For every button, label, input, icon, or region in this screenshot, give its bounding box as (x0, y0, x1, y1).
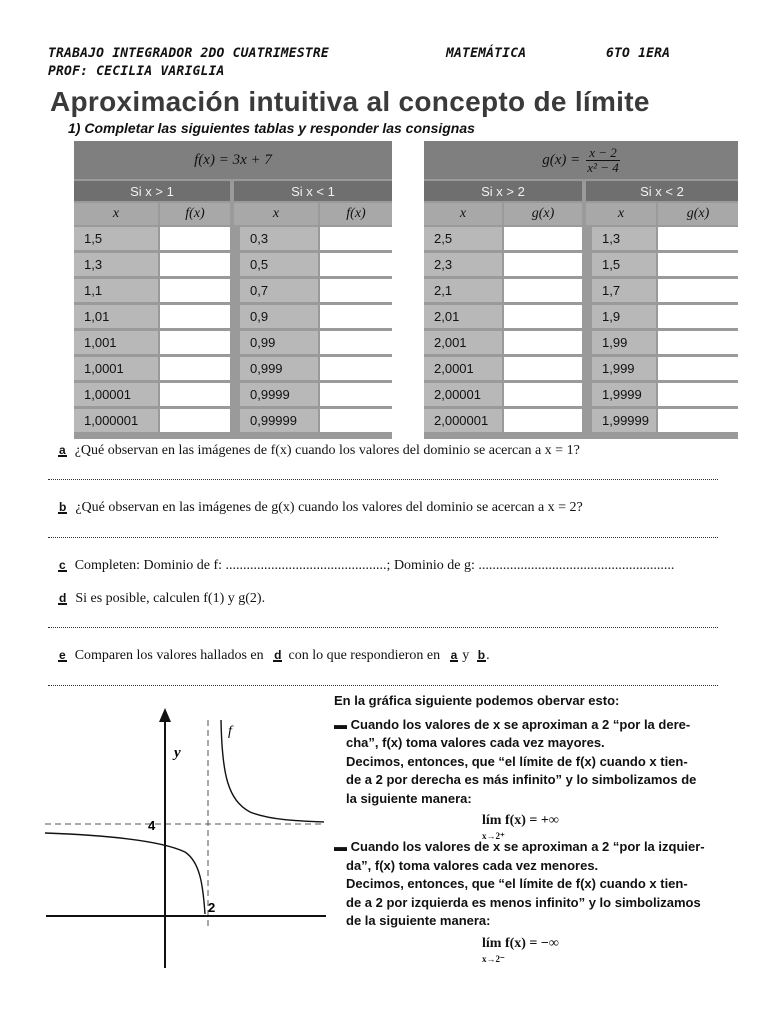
table-cell-x: 0,7 (240, 279, 318, 302)
question-d: d Si es posible, calculen f(1) y g(2). (59, 591, 266, 606)
table-g-left-label: Si x < 2 (586, 181, 738, 201)
page-title: Aproximación intuitiva al concepto de límite (50, 86, 650, 117)
table-cell-answer[interactable] (504, 253, 582, 276)
curve-label: f (228, 724, 232, 739)
answer-line-e[interactable] (48, 685, 718, 686)
table-cell-x: 1,3 (74, 253, 158, 276)
table-cell-answer[interactable] (658, 383, 738, 406)
table-cell-answer[interactable] (160, 253, 230, 276)
table-cell-x: 2,0001 (424, 357, 502, 380)
limit-2: lím f(x) = −∞ x→2⁻ (482, 935, 559, 964)
table-cell-answer[interactable] (320, 383, 392, 406)
table-cell-x: 2,1 (424, 279, 502, 302)
table-cell-answer[interactable] (504, 305, 582, 328)
table-cell-answer[interactable] (160, 305, 230, 328)
table-cell-x: 1,99999 (592, 409, 656, 432)
table-cell-x: 1,99 (592, 331, 656, 354)
table-cell-x: 2,3 (424, 253, 502, 276)
table-cell-answer[interactable] (504, 227, 582, 250)
table-f-col-x-left: x (234, 203, 318, 225)
table-cell-answer[interactable] (658, 409, 738, 432)
table-cell-x: 1,999 (592, 357, 656, 380)
table-cell-x: 1,7 (592, 279, 656, 302)
table-cell-x: 1,1 (74, 279, 158, 302)
table-f-col-x: x (74, 203, 158, 225)
answer-line-d[interactable] (48, 627, 718, 628)
header-teacher: PROF: CECILIA VARIGLIA (48, 64, 225, 79)
table-cell-answer[interactable] (160, 227, 230, 250)
table-cell-x: 2,00001 (424, 383, 502, 406)
table-cell-answer[interactable] (320, 253, 392, 276)
explanation (334, 692, 729, 964)
table-cell-answer[interactable] (504, 331, 582, 354)
table-g-col-gx-left: g(x) (658, 203, 738, 225)
table-cell-x: 0,3 (240, 227, 318, 250)
table-cell-x: 0,9999 (240, 383, 318, 406)
table-cell-x: 1,9 (592, 305, 656, 328)
table-cell-answer[interactable] (504, 383, 582, 406)
table-cell-x: 1,01 (74, 305, 158, 328)
instruction: 1) Completar las siguientes tablas y responder las consignas (68, 120, 475, 136)
table-cell-answer[interactable] (320, 357, 392, 380)
table-cell-x: 1,5 (74, 227, 158, 250)
answer-line-a[interactable] (48, 479, 718, 480)
table-g-col-gx: g(x) (504, 203, 582, 225)
answer-line-b[interactable] (48, 537, 718, 538)
table-f (74, 141, 392, 439)
table-cell-answer[interactable] (658, 253, 738, 276)
table-g-numerator: x − 2 (586, 146, 620, 161)
x-tick-2: 2 (208, 900, 216, 915)
table-cell-answer[interactable] (504, 279, 582, 302)
question-e: e Comparen los valores hallados en d con lo que respondieron en a y b. (59, 648, 490, 663)
table-cell-answer[interactable] (160, 409, 230, 432)
table-cell-x: 1,3 (592, 227, 656, 250)
table-cell-answer[interactable] (658, 305, 738, 328)
table-cell-answer[interactable] (160, 279, 230, 302)
table-f-left-label: Si x < 1 (234, 181, 392, 201)
table-cell-x: 0,5 (240, 253, 318, 276)
curve-left-branch (45, 833, 205, 914)
table-cell-answer[interactable] (320, 279, 392, 302)
table-cell-x: 0,999 (240, 357, 318, 380)
y-axis-label: y (174, 745, 181, 761)
table-cell-answer[interactable] (160, 357, 230, 380)
table-cell-x: 1,001 (74, 331, 158, 354)
question-a: a ¿Qué observan en las imágenes de f(x) cuando los valores del dominio se acercan a x = 1? (59, 443, 580, 458)
table-cell-answer[interactable] (160, 383, 230, 406)
table-g-right-label: Si x > 2 (424, 181, 582, 201)
table-cell-x: 2,01 (424, 305, 502, 328)
explanation-intro: En la gráfica siguiente podemos obervar esto: (334, 693, 620, 708)
table-g-col-x-left: x (586, 203, 656, 225)
table-cell-x: 0,9 (240, 305, 318, 328)
table-cell-x: 1,9999 (592, 383, 656, 406)
table-cell-x: 1,00001 (74, 383, 158, 406)
question-b: b ¿Qué observan en las imágenes de g(x) cuando los valores del dominio se acercan a x = 2? (59, 500, 583, 515)
table-cell-x: 0,99999 (240, 409, 318, 432)
table-cell-answer[interactable] (504, 357, 582, 380)
table-f-col-fx-left: f(x) (320, 203, 392, 225)
table-cell-x: 1,000001 (74, 409, 158, 432)
table-cell-x: 1,5 (592, 253, 656, 276)
table-cell-answer[interactable] (320, 409, 392, 432)
table-cell-answer[interactable] (658, 357, 738, 380)
header-title: TRABAJO INTEGRADOR 2DO CUATRIMESTRE (48, 46, 329, 61)
table-cell-answer[interactable] (320, 331, 392, 354)
table-cell-answer[interactable] (320, 305, 392, 328)
table-cell-x: 2,001 (424, 331, 502, 354)
table-cell-answer[interactable] (658, 227, 738, 250)
limit-graph (40, 700, 330, 980)
table-f-function: f(x) = 3x + 7 (74, 141, 392, 179)
table-g (424, 141, 738, 439)
table-f-right-label: Si x > 1 (74, 181, 230, 201)
table-f-col-fx: f(x) (160, 203, 230, 225)
limit-1: lím f(x) = +∞ x→2⁺ (482, 813, 559, 841)
y-tick-4: 4 (148, 818, 156, 833)
table-cell-answer[interactable] (160, 331, 230, 354)
header-subject: MATEMÁTICA (446, 46, 527, 61)
bullet-2: ▬ Cuando los valores de x se aproximan a 2 “por la izquier- da”, f(x) toma valores cada vez menores. Decimos, entonces, que “el límite de f(x) cuando x tien- de a 2 por izquierda es menos infinito” y lo simbolizamos de la siguiente manera: (334, 839, 705, 928)
curve-right-branch (221, 720, 324, 822)
table-g-denominator: x² − 4 (587, 159, 619, 175)
table-cell-x: 0,99 (240, 331, 318, 354)
table-cell-answer[interactable] (320, 227, 392, 250)
bullet-1: ▬ Cuando los valores de x se aproximan a 2 “por la dere- cha”, f(x) toma valores cada vez mayores. Decimos, entonces, que “el límite de f(x) cuando x tien- de a 2 por derecha es más infinito” y lo simbolizamos de la siguiente manera: (334, 716, 697, 806)
table-cell-x: 2,000001 (424, 409, 502, 432)
table-cell-x: 1,0001 (74, 357, 158, 380)
table-cell-answer[interactable] (504, 409, 582, 432)
table-g-function: g(x) = $\frac{x - 2}{\text{x² − 4}}$ (424, 141, 738, 179)
table-cell-x: 2,5 (424, 227, 502, 250)
table-cell-answer[interactable] (658, 331, 738, 354)
table-g-col-x: x (424, 203, 502, 225)
y-axis-arrow-icon (159, 708, 171, 722)
question-c: c Completen: Dominio de f: ..............................................; Dominio de g: ........................................................ (59, 558, 675, 573)
header-course: 6TO 1ERA (606, 46, 671, 61)
table-cell-answer[interactable] (658, 279, 738, 302)
